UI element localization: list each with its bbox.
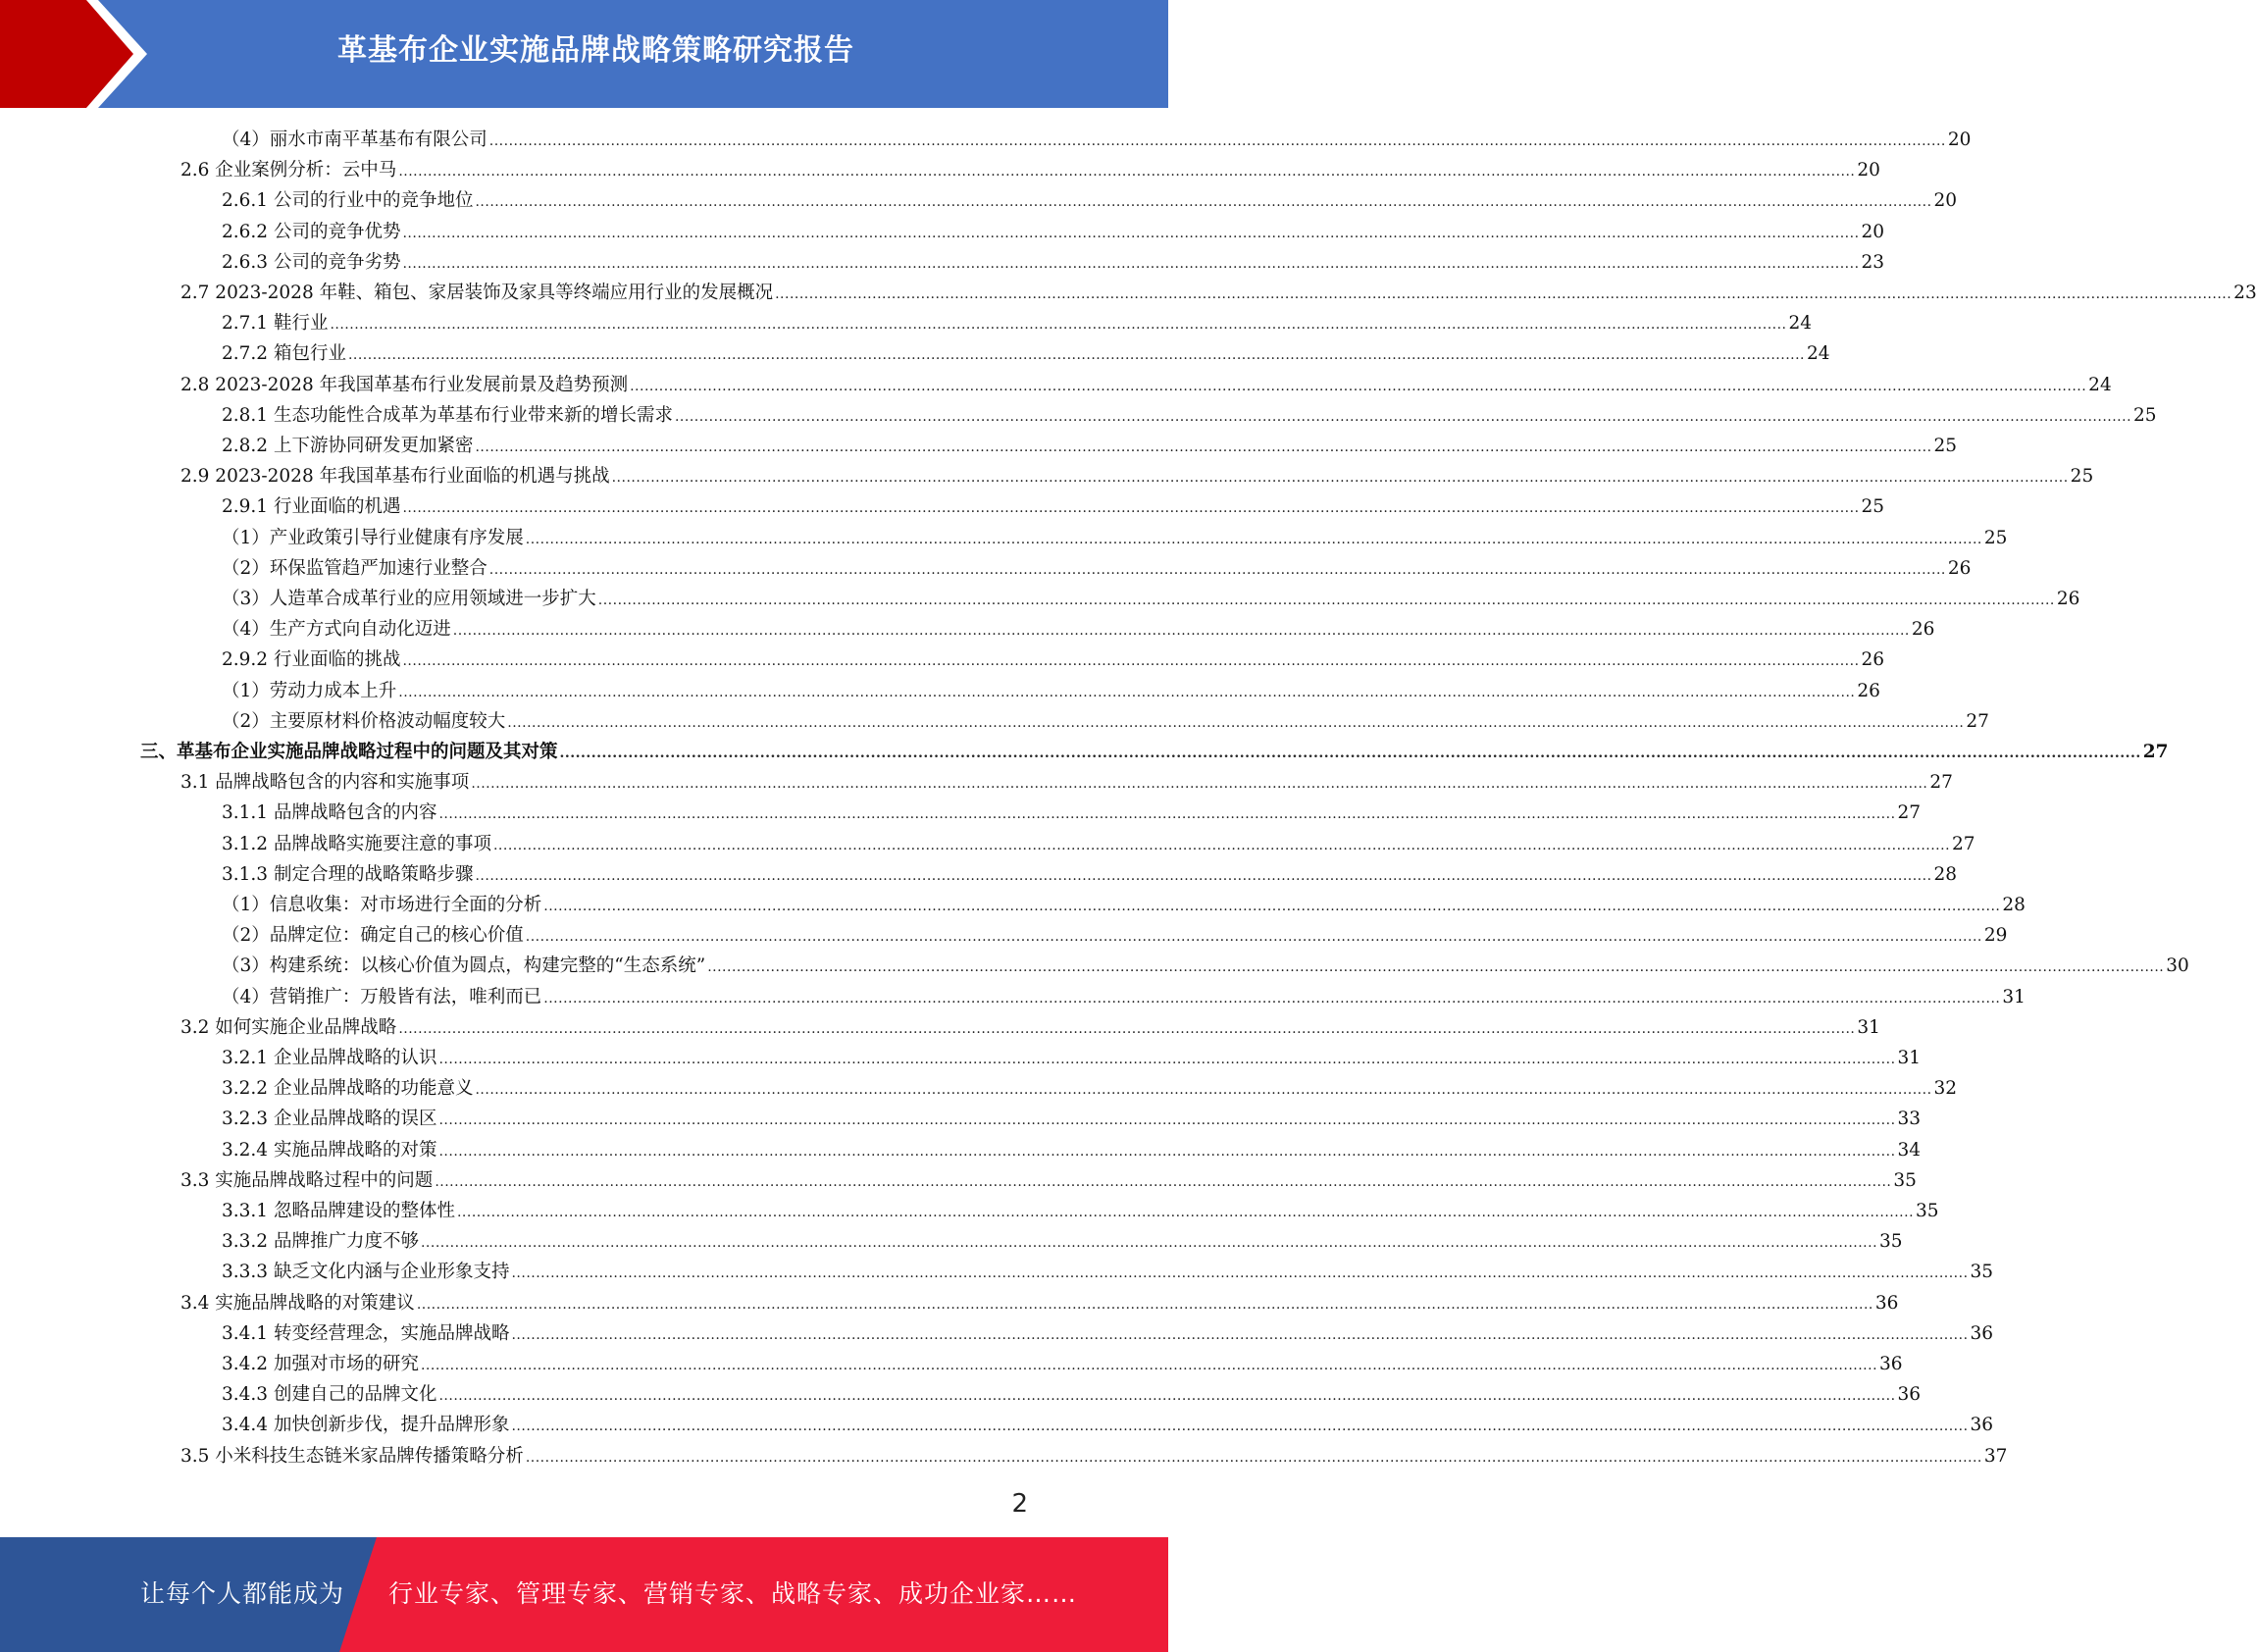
toc-leader-dots: ............................................................................................................................................................................................................................................................................................................ [475,867,1932,884]
toc-entry-page: 36 [1970,1415,1994,1436]
toc-entry[interactable] [222,523,2008,553]
toc-entry-page: 20 [1857,160,1880,181]
toc-entry[interactable] [222,1043,1922,1073]
toc-entry-title: 三、革基布企业实施品牌战略过程中的问题及其对策 [140,742,558,762]
toc-entry-title: 2.9.1 行业面临的机遇 [222,496,401,518]
toc-entry-page: 36 [1970,1322,1994,1344]
toc-entry-title: 2.8 2023-2028 年我国革基布行业发展前景及趋势预测 [180,374,629,395]
toc-entry-page: 25 [1983,527,2008,548]
toc-entry-title: （1）产业政策引导行业健康有序发展 [222,527,524,548]
toc-entry-title: 3.4.1 转变经营理念，实施品牌战略 [222,1322,510,1344]
toc-entry-page: 29 [1983,925,2008,947]
toc-leader-dots: ............................................................................................................................................................................................................................................................................................................ [416,1296,1873,1313]
toc-entry-title: 2.7.1 鞋行业 [222,313,329,335]
toc-entry-page: 27 [1929,772,1953,794]
toc-entry-title: 2.6 企业案例分析：云中马 [180,160,397,181]
toc-entry-title: 3.3.1 忽略品牌建设的整体性 [222,1201,455,1221]
toc-entry[interactable] [222,1257,1994,1287]
toc-leader-dots: ............................................................................................................................................................................................................................................................................................................ [507,714,1965,731]
toc-leader-dots: ............................................................................................................................................................................................................................................................................................................ [597,593,2055,608]
toc-entry[interactable] [222,1318,1994,1349]
toc-entry[interactable] [180,767,1953,798]
toc-entry[interactable] [222,217,1885,247]
toc-entry-title: 2.8.1 生态功能性合成革为革基布行业带来新的增长需求 [222,404,673,426]
toc-entry[interactable] [222,125,1972,155]
toc-entry[interactable] [222,247,1885,278]
toc-leader-dots: ............................................................................................................................................................................................................................................................................................................ [475,1082,1932,1099]
toc-leader-dots: ............................................................................................................................................................................................................................................................................................................ [674,408,2132,425]
document-title: 革基布企业实施品牌战略策略研究报告 [337,33,854,68]
toc-entry[interactable] [222,338,1830,369]
toc-entry-title: 3.2.2 企业品牌战略的功能意义 [222,1078,474,1100]
toc-entry-page: 24 [2088,374,2112,395]
toc-leader-dots: ............................................................................................................................................................................................................................................................................................................ [347,347,1806,364]
toc-entry[interactable] [222,645,1885,675]
toc-leader-dots: ............................................................................................................................................................................................................................................................................................................ [525,1449,1982,1466]
toc-entry[interactable] [222,1135,1922,1165]
footer-slogan-left: 让每个人都能成为 [140,1579,345,1608]
toc-entry[interactable] [222,706,1989,737]
toc-leader-dots: ............................................................................................................................................................................................................................................................................................................ [707,959,2165,976]
toc-entry[interactable] [180,1012,1880,1043]
toc-leader-dots: ............................................................................................................................................................................................................................................................................................................ [398,684,1856,700]
toc-leader-dots: ............................................................................................................................................................................................................................................................................................................ [475,194,1932,211]
toc-leader-dots: ............................................................................................................................................................................................................................................................................................................ [543,899,2001,914]
toc-entry-title: 3.3.3 缺乏文化内涵与企业形象支持 [222,1262,510,1283]
toc-entry[interactable] [222,614,1935,645]
toc-entry[interactable] [222,951,2189,981]
toc-entry-title: （3）人造革合成革行业的应用领域进一步扩大 [222,589,596,609]
toc-entry[interactable] [222,491,1885,522]
toc-entry-page: 28 [2002,895,2026,915]
toc-entry[interactable] [222,1073,1958,1104]
toc-entry[interactable] [222,553,1972,584]
toc-entry-page: 35 [1893,1169,1917,1191]
toc-entry-page: 26 [1911,619,1935,641]
toc-entry-page: 27 [1897,802,1922,824]
toc-entry-page: 24 [1807,343,1830,365]
toc-entry-title: 3.4.4 加快创新步伐，提升品牌形象 [222,1415,510,1436]
toc-entry-page: 35 [1879,1231,1903,1253]
toc-leader-dots: ............................................................................................................................................................................................................................................................................................................ [420,1235,1878,1252]
toc-leader-dots: ............................................................................................................................................................................................................................................................................................................ [420,1358,1878,1373]
toc-leader-dots: ............................................................................................................................................................................................................................................................................................................ [438,1143,1896,1160]
toc-entry-title: 3.4 实施品牌战略的对策建议 [180,1292,415,1314]
toc-entry-page: 27 [1952,833,1975,854]
toc-entry-title: （2）主要原材料价格波动幅度较大 [222,710,506,732]
toc-entry-title: 2.8.2 上下游协同研发更加紧密 [222,436,474,456]
toc-leader-dots: ............................................................................................................................................................................................................................................................................................................ [511,1326,1969,1343]
toc-leader-dots: ............................................................................................................................................................................................................................................................................................................ [402,255,1860,272]
toc-entry-page: 33 [1897,1109,1922,1130]
toc-entry-page: 36 [1874,1292,1899,1314]
toc-entry-title: （2）品牌定位：确定自己的核心价值 [222,925,524,947]
toc-entry-title: （1）劳动力成本上升 [222,680,397,701]
toc-entry[interactable] [140,737,2169,767]
toc-entry-page: 23 [1861,251,1885,273]
toc-entry-title: 3.1 品牌战略包含的内容和实施事项 [180,772,470,794]
toc-entry-title: （4）营销推广：万般皆有法，唯利而已 [222,986,542,1007]
toc-entry-page: 27 [2142,742,2169,762]
toc-entry-page: 37 [1983,1445,2008,1467]
toc-leader-dots: ............................................................................................................................................................................................................................................................................................................ [435,1173,1892,1190]
toc-entry-title: 3.4.3 创建自己的品牌文化 [222,1384,437,1406]
toc-entry-page: 25 [2070,466,2094,488]
toc-leader-dots: ............................................................................................................................................................................................................................................................................................................ [438,1112,1896,1129]
toc-entry[interactable] [180,155,1880,185]
toc-entry-title: 2.6.3 公司的竞争劣势 [222,251,401,273]
footer-slogan-right: 行业专家、管理专家、营销专家、战略专家、成功企业家…… [388,1579,1078,1608]
toc-entry[interactable] [222,982,2026,1012]
toc-entry[interactable] [222,584,2080,614]
toc-leader-dots: ............................................................................................................................................................................................................................................................................................................ [775,286,2232,302]
toc-entry-title: 2.9 2023-2028 年我国革基布行业面临的机遇与挑战 [180,466,610,488]
toc-entry-page: 36 [1897,1384,1922,1406]
toc-entry-page: 26 [1947,557,1972,579]
toc-entry-title: （2）环保监管趋严加速行业整合 [222,557,487,579]
toc-entry-title: 3.5 小米科技生态链米家品牌传播策略分析 [180,1445,524,1467]
toc-entry-page: 20 [1933,190,1958,212]
toc-entry-title: （3）构建系统：以核心价值为圆点，构建完整的“生态系统” [222,955,706,977]
toc-entry-title: 3.1.3 制定合理的战略策略步骤 [222,863,474,885]
toc-leader-dots: ............................................................................................................................................................................................................................................................................................................ [471,776,1928,793]
toc-entry-title: 3.3.2 品牌推广力度不够 [222,1231,419,1253]
toc-entry[interactable] [222,859,1958,890]
toc-entry-page: 26 [1861,649,1885,671]
toc-entry-page: 24 [1788,313,1813,335]
toc-entry[interactable] [222,1349,1903,1379]
toc-entry-title: 2.9.2 行业面临的挑战 [222,649,401,671]
toc-leader-dots: ............................................................................................................................................................................................................................................................................................................ [330,317,1787,334]
toc-leader-dots: ............................................................................................................................................................................................................................................................................................................ [438,806,1896,823]
toc-entry-page: 25 [1933,436,1958,456]
toc-entry-title: （1）信息收集：对市场进行全面的分析 [222,895,542,915]
toc-entry-page: 36 [1879,1354,1903,1374]
toc-entry-page: 32 [1933,1078,1958,1100]
page-header [0,0,1168,108]
toc-entry[interactable] [180,1288,1899,1318]
toc-entry[interactable] [222,308,1813,338]
toc-entry-page: 27 [1966,710,1989,732]
toc-entry[interactable] [222,920,2008,951]
toc-entry[interactable] [222,798,1922,828]
toc-leader-dots: ............................................................................................................................................................................................................................................................................................................ [488,561,1946,578]
toc-entry-page: 25 [2133,404,2157,426]
toc-entry-page: 26 [1857,680,1880,701]
toc-leader-dots: ............................................................................................................................................................................................................................................................................................................ [488,133,1946,149]
toc-entry-page: 26 [2056,589,2080,609]
toc-entry[interactable] [180,461,2094,491]
toc-entry-title: 3.2.4 实施品牌战略的对策 [222,1139,437,1161]
toc-entry-title: 3.4.2 加强对市场的研究 [222,1354,419,1374]
toc-leader-dots: ............................................................................................................................................................................................................................................................................................................ [452,623,1910,640]
toc-leader-dots: ............................................................................................................................................................................................................................................................................................................ [398,1020,1856,1037]
toc-entry-title: 2.7.2 箱包行业 [222,343,346,365]
toc-entry[interactable] [222,185,1958,216]
toc-entry-title: 3.2 如何实施企业品牌战略 [180,1016,397,1038]
toc-leader-dots: ............................................................................................................................................................................................................................................................................................................ [398,164,1856,181]
page-footer [0,1537,1168,1652]
toc-entry-title: 3.2.3 企业品牌战略的误区 [222,1109,437,1130]
toc-entry-page: 30 [2166,955,2189,977]
toc-entry[interactable] [180,1441,2008,1471]
toc-entry[interactable] [222,1226,1903,1257]
toc-entry[interactable] [222,400,2157,431]
toc-leader-dots: ............................................................................................................................................................................................................................................................................................................ [543,990,2001,1007]
toc-leader-dots: ............................................................................................................................................................................................................................................................................................................ [456,1205,1915,1220]
toc-leader-dots: ............................................................................................................................................................................................................................................................................................................ [559,746,2141,761]
toc-entry[interactable] [222,676,1880,706]
toc-leader-dots: ............................................................................................................................................................................................................................................................................................................ [402,225,1860,241]
toc-leader-dots: ............................................................................................................................................................................................................................................................................................................ [525,929,1982,946]
toc-leader-dots: ............................................................................................................................................................................................................................................................................................................ [438,1388,1896,1405]
toc-leader-dots: ............................................................................................................................................................................................................................................................................................................ [511,1265,1969,1282]
toc-entry[interactable] [222,890,2026,920]
toc-leader-dots: ............................................................................................................................................................................................................................................................................................................ [402,500,1860,517]
toc-entry[interactable] [180,1165,1917,1196]
toc-entry[interactable] [222,1379,1922,1410]
toc-entry-page: 28 [1933,863,1958,885]
toc-entry-page: 20 [1861,221,1885,242]
toc-entry-page: 31 [1857,1016,1880,1038]
toc-leader-dots: ............................................................................................................................................................................................................................................................................................................ [611,470,2069,487]
toc-entry[interactable] [180,370,2112,400]
toc-entry-title: 3.1.2 品牌战略实施要注意的事项 [222,833,491,854]
toc-entry-page: 31 [2002,986,2026,1007]
toc-entry-title: （4）丽水市南平革基布有限公司 [222,129,487,150]
toc-leader-dots: ............................................................................................................................................................................................................................................................................................................ [438,1052,1896,1067]
toc-entry-title: 2.6.1 公司的行业中的竞争地位 [222,190,474,212]
page-number: 2 [1011,1489,1028,1519]
toc-entry-title: 2.6.2 公司的竞争优势 [222,221,401,242]
toc-entry-title: 3.3 实施品牌战略过程中的问题 [180,1169,434,1191]
toc-entry-title: （4）生产方式向自动化迈进 [222,619,451,641]
toc-entry-page: 23 [2233,283,2257,303]
toc-entry[interactable] [222,1104,1922,1134]
toc-leader-dots: ............................................................................................................................................................................................................................................................................................................ [630,378,2087,394]
toc-leader-dots: ............................................................................................................................................................................................................................................................................................................ [511,1419,1969,1435]
toc-entry-title: 3.1.1 品牌战略包含的内容 [222,802,437,824]
toc-entry[interactable] [222,1196,1939,1226]
toc-entry-page: 35 [1970,1262,1994,1283]
toc-entry-page: 31 [1897,1048,1922,1068]
toc-entry-page: 34 [1897,1139,1922,1161]
toc-entry[interactable] [222,431,1958,461]
toc-leader-dots: ............................................................................................................................................................................................................................................................................................................ [492,837,1951,853]
toc-leader-dots: ............................................................................................................................................................................................................................................................................................................ [525,531,1982,547]
toc-entry[interactable] [222,829,1975,859]
toc-entry-title: 2.7 2023-2028 年鞋、箱包、家居装饰及家具等终端应用行业的发展概况 [180,283,774,303]
toc-entry-page: 20 [1947,129,1972,150]
toc-entry[interactable] [180,278,2257,308]
toc-entry-title: 3.2.1 企业品牌战略的认识 [222,1048,437,1068]
toc-entry-page: 35 [1916,1201,1939,1221]
toc-entry[interactable] [222,1410,1994,1440]
toc-leader-dots: ............................................................................................................................................................................................................................................................................................................ [402,653,1860,670]
toc-leader-dots: ............................................................................................................................................................................................................................................................................................................ [475,439,1932,455]
toc-entry-page: 25 [1861,496,1885,518]
